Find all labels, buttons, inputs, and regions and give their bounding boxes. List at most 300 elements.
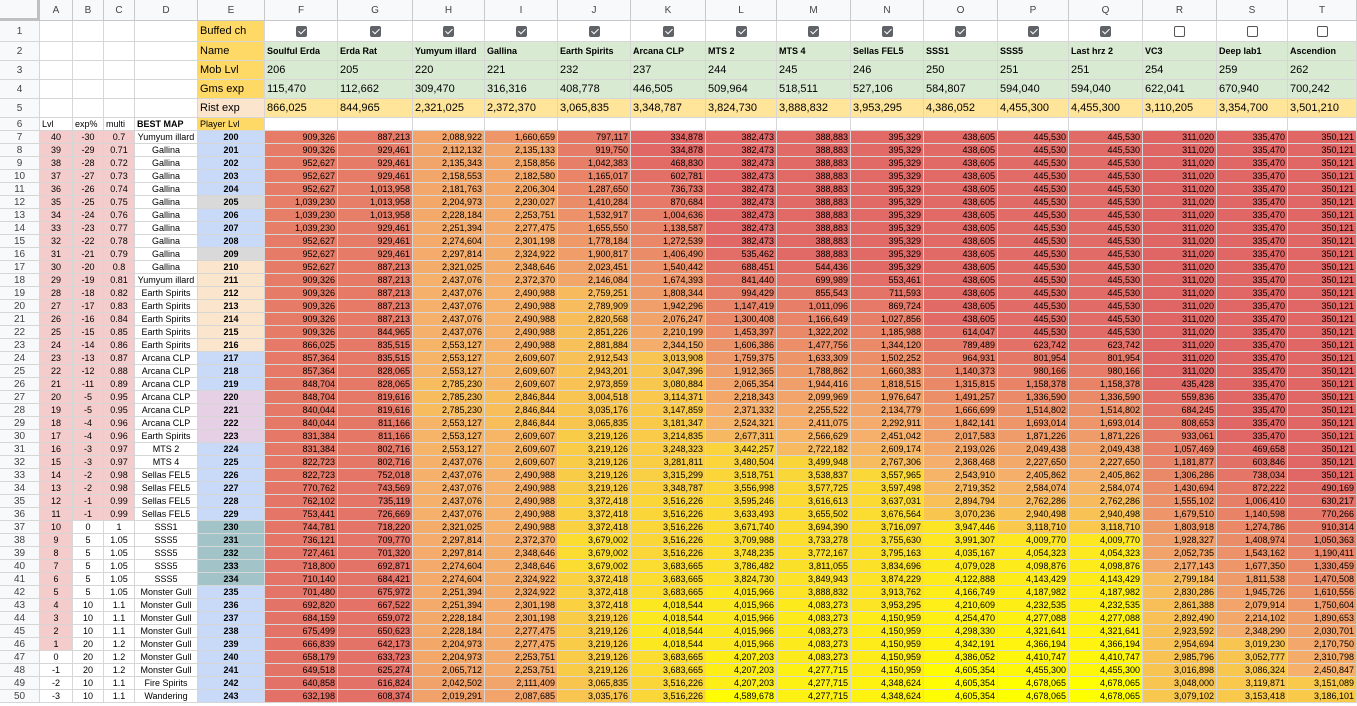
row-number[interactable]: 31 [0,443,40,456]
buffed-checkbox-cell[interactable] [485,21,558,42]
exp-value-cell: 1,408,974 [1217,534,1288,547]
data-row [0,469,1357,482]
exp-value-cell: 3,516,226 [631,534,706,547]
exp-percent-cell: -13 [73,352,104,365]
exp-value-cell: 1,803,918 [1143,521,1217,534]
row-number[interactable]: 16 [0,248,40,261]
exp-value-cell: 2,324,922 [485,248,558,261]
exp-value-cell: 2,079,914 [1217,599,1288,612]
exp-value-cell: 835,515 [338,339,413,352]
row-number[interactable]: 34 [0,482,40,495]
exp-value-cell: 688,451 [706,261,777,274]
exp-value-cell: 3,679,002 [558,560,631,573]
exp-value-cell: 1,502,252 [851,352,924,365]
exp-value-cell: 445,530 [1069,170,1143,183]
lvl-cell: 8 [40,547,73,560]
exp-value-cell: 2,830,286 [1143,586,1217,599]
exp-value-cell: 2,177,143 [1143,560,1217,573]
exp-value-cell: 4,589,678 [706,690,777,703]
mob-level-cell: 221 [485,61,558,80]
exp-value-cell: 4,455,300 [998,664,1069,677]
exp-value-cell: 2,722,182 [777,443,851,456]
row-number[interactable]: 41 [0,573,40,586]
lvl-cell: 40 [40,131,73,144]
exp-value-cell: 335,470 [1217,157,1288,170]
exp-value-cell: 642,173 [338,638,413,651]
exp-value-cell: 388,883 [777,170,851,183]
player-lvl-cell: 239 [198,638,265,651]
buffed-checkbox-cell[interactable] [998,21,1069,42]
mob-level-cell: 206 [265,61,338,80]
column-header-t[interactable]: T [1288,0,1357,21]
checkbox-icon[interactable] [1028,26,1039,37]
exp-value-cell: 887,213 [338,261,413,274]
exp-value-cell: 3,348,787 [631,482,706,495]
exp-value-cell: 4,015,966 [706,625,777,638]
exp-value-cell: 3,748,235 [706,547,777,560]
exp-value-cell: 602,781 [631,170,706,183]
exp-percent-cell: 5 [73,586,104,599]
exp-value-cell: 1,306,286 [1143,469,1217,482]
exp-value-cell: 3,219,126 [558,469,631,482]
exp-value-cell: 855,543 [777,287,851,300]
exp-value-cell: 736,733 [631,183,706,196]
exp-value-cell: 1,928,327 [1143,534,1217,547]
exp-value-cell: 2,954,694 [1143,638,1217,651]
buffed-checkbox-cell[interactable] [1217,21,1288,42]
exp-value-cell: 2,297,814 [413,534,485,547]
exp-value-cell: 311,020 [1143,157,1217,170]
multi-cell: 1 [104,521,135,534]
exp-value-cell: 4,366,194 [998,638,1069,651]
checkbox-icon[interactable] [296,26,307,37]
exp-value-cell: 2,437,076 [413,326,485,339]
column-header-f[interactable]: F [265,0,338,21]
exp-value-cell: 350,121 [1288,261,1357,274]
row-number[interactable]: 17 [0,261,40,274]
exp-value-cell: 2,609,607 [485,352,558,365]
column-header-i[interactable]: I [485,0,558,21]
checkbox-icon[interactable] [882,26,893,37]
exp-value-cell: 2,227,650 [998,456,1069,469]
row-number[interactable]: 30 [0,430,40,443]
exp-percent-cell: 10 [73,599,104,612]
column-header-c[interactable]: C [104,0,135,21]
row-number[interactable]: 6 [0,118,40,131]
exp-value-cell: 4,207,203 [706,677,777,690]
lvl-cell: 4 [40,599,73,612]
exp-value-cell: 382,473 [706,170,777,183]
buffed-checkbox-cell[interactable] [706,21,777,42]
multi-cell: 1.1 [104,612,135,625]
best-map-cell: Sellas FEL5 [135,469,198,482]
exp-value-cell: 2,584,074 [998,482,1069,495]
best-map-cell: Yumyum illard [135,274,198,287]
row-number[interactable]: 10 [0,170,40,183]
exp-value-cell: 692,820 [265,599,338,612]
exp-value-cell: 909,326 [265,144,338,157]
exp-value-cell: 2,321,025 [413,521,485,534]
exp-value-cell: 2,609,607 [485,378,558,391]
row-number[interactable]: 1 [0,21,40,42]
empty-cell [73,42,104,61]
row-number[interactable]: 12 [0,196,40,209]
exp-value-cell: 718,220 [338,521,413,534]
exp-value-cell: 3,913,762 [851,586,924,599]
multi-cell: 0.98 [104,482,135,495]
exp-value-cell: 1,165,017 [558,170,631,183]
exp-value-cell: 2,553,127 [413,417,485,430]
column-header-m[interactable]: M [777,0,851,21]
row-number[interactable]: 39 [0,547,40,560]
multi-cell: 0.83 [104,300,135,313]
exp-percent-cell: 5 [73,573,104,586]
exp-value-cell: 2,301,198 [485,599,558,612]
exp-value-cell: 445,530 [1069,131,1143,144]
row-number[interactable]: 5 [0,99,40,118]
best-map-cell: Yumyum illard [135,131,198,144]
exp-value-cell: 1,912,365 [706,365,777,378]
exp-value-cell: 3,755,630 [851,534,924,547]
column-header-k[interactable]: K [631,0,706,21]
exp-value-cell: 3,516,226 [631,495,706,508]
exp-value-cell: 350,121 [1288,417,1357,430]
column-header-p[interactable]: P [998,0,1069,21]
buffed-checkbox-cell[interactable] [1288,21,1357,42]
exp-value-cell: 2,553,127 [413,430,485,443]
map-name-cell: Erda Rat [338,42,413,61]
exp-value-cell: 3,248,323 [631,443,706,456]
exp-value-cell: 1,543,162 [1217,547,1288,560]
buffed-checkbox-cell[interactable] [413,21,485,42]
exp-value-cell: 2,490,988 [485,521,558,534]
exp-value-cell: 4,321,641 [1069,625,1143,638]
checkbox-icon[interactable] [663,26,674,37]
data-row [0,599,1357,612]
gms-exp-cell: 115,470 [265,80,338,99]
column-header-j[interactable]: J [558,0,631,21]
row-number[interactable]: 20 [0,300,40,313]
buffed-checkbox-cell[interactable] [338,21,413,42]
exp-value-cell: 2,451,042 [851,430,924,443]
lvl-cell: 19 [40,404,73,417]
empty-cell [851,118,924,131]
row-number[interactable]: 9 [0,157,40,170]
row-number[interactable]: 36 [0,508,40,521]
rist-exp-cell: 3,824,730 [706,99,777,118]
exp-value-cell: 2,368,468 [924,456,998,469]
exp-value-cell: 445,530 [998,222,1069,235]
exp-value-cell: 388,883 [777,235,851,248]
checkbox-icon[interactable] [443,26,454,37]
exp-value-cell: 2,348,646 [485,261,558,274]
exp-value-cell: 445,530 [1069,222,1143,235]
checkbox-icon[interactable] [370,26,381,37]
data-row [0,560,1357,573]
row-number[interactable]: 25 [0,365,40,378]
exp-value-cell: 909,326 [265,300,338,313]
column-header-b[interactable]: B [73,0,104,21]
exp-value-cell: 2,088,922 [413,131,485,144]
exp-value-cell: 388,883 [777,222,851,235]
row-number[interactable]: 28 [0,404,40,417]
exp-value-cell: 3,516,226 [631,521,706,534]
checkbox-icon[interactable] [955,26,966,37]
exp-value-cell: 3,679,002 [558,534,631,547]
column-header-l[interactable]: L [706,0,777,21]
exp-value-cell: 468,830 [631,157,706,170]
column-header-r[interactable]: R [1143,0,1217,21]
row-number[interactable]: 29 [0,417,40,430]
checkbox-icon[interactable] [808,26,819,37]
exp-value-cell: 382,473 [706,235,777,248]
exp-value-cell: 692,871 [338,560,413,573]
exp-value-cell: 1,666,699 [924,404,998,417]
exp-value-cell: 1,945,726 [1217,586,1288,599]
row-number[interactable]: 44 [0,612,40,625]
exp-value-cell: 808,653 [1143,417,1217,430]
lvl-cell: 29 [40,274,73,287]
exp-value-cell: 3,694,390 [777,521,851,534]
exp-value-cell: 4,386,052 [924,651,998,664]
exp-value-cell: 3,683,665 [631,651,706,664]
checkbox-icon[interactable] [736,26,747,37]
row-number[interactable]: 50 [0,690,40,703]
multi-cell: 0.7 [104,131,135,144]
checkbox-icon[interactable] [1100,26,1111,37]
row-number[interactable]: 38 [0,534,40,547]
exp-value-cell: 1,660,383 [851,365,924,378]
column-header-h[interactable]: H [413,0,485,21]
row-number[interactable]: 40 [0,560,40,573]
column-header-q[interactable]: Q [1069,0,1143,21]
exp-value-cell: 848,704 [265,391,338,404]
row-number[interactable]: 43 [0,599,40,612]
exp-value-cell: 350,121 [1288,222,1357,235]
lvl-cell: 5 [40,586,73,599]
best-map-cell: Gallina [135,144,198,157]
exp-value-cell: 2,065,354 [706,378,777,391]
player-lvl-cell: 231 [198,534,265,547]
data-row [0,313,1357,326]
row-number[interactable]: 47 [0,651,40,664]
exp-value-cell: 335,470 [1217,430,1288,443]
exp-value-cell: 2,861,388 [1143,599,1217,612]
exp-value-cell: 952,627 [265,170,338,183]
multi-cell: 1.05 [104,573,135,586]
best-map-cell: Fire Spirits [135,677,198,690]
exp-value-cell: 350,121 [1288,430,1357,443]
player-lvl-cell: 232 [198,547,265,560]
buffed-checkbox-cell[interactable] [1069,21,1143,42]
best-map-cell: Gallina [135,248,198,261]
column-header-s[interactable]: S [1217,0,1288,21]
exp-value-cell: 3,004,518 [558,391,631,404]
exp-value-cell: 1,514,802 [998,404,1069,417]
exp-percent-cell: -19 [73,274,104,287]
exp-value-cell: 3,151,089 [1288,677,1357,690]
row-number[interactable]: 21 [0,313,40,326]
rist-exp-cell: 2,321,025 [413,99,485,118]
column-header-e[interactable]: E [198,0,265,21]
row-number[interactable]: 35 [0,495,40,508]
row-number[interactable]: 7 [0,131,40,144]
buffed-checkbox-cell[interactable] [924,21,998,42]
player-lvl-cell: 223 [198,430,265,443]
buffed-checkbox-cell[interactable] [265,21,338,42]
exp-value-cell: 438,605 [924,261,998,274]
row-number[interactable]: 3 [0,61,40,80]
exp-value-cell: 3,219,126 [558,638,631,651]
buffed-checkbox-cell[interactable] [631,21,706,42]
exp-value-cell: 2,985,796 [1143,651,1217,664]
map-name-cell: Arcana CLP [631,42,706,61]
exp-value-cell: 828,065 [338,365,413,378]
checkbox-icon[interactable] [1247,26,1258,37]
row-number[interactable]: 37 [0,521,40,534]
exp-value-cell: 952,627 [265,157,338,170]
select-all-corner[interactable] [0,0,40,21]
row-number[interactable]: 27 [0,391,40,404]
exp-value-cell: 3,834,696 [851,560,924,573]
exp-value-cell: 2,158,553 [413,170,485,183]
exp-value-cell: 840,044 [265,417,338,430]
exp-value-cell: 3,516,226 [631,547,706,560]
row-number[interactable]: 49 [0,677,40,690]
player-lvl-cell: 204 [198,183,265,196]
exp-value-cell: 2,230,027 [485,196,558,209]
player-lvl-cell: 235 [198,586,265,599]
row-number[interactable]: 22 [0,326,40,339]
row-number[interactable]: 45 [0,625,40,638]
exp-value-cell: 811,166 [338,417,413,430]
lvl-cell: -1 [40,664,73,677]
column-header-a[interactable]: A [40,0,73,21]
multi-cell: 1.05 [104,560,135,573]
exp-value-cell: 3,219,126 [558,430,631,443]
checkbox-icon[interactable] [1174,26,1185,37]
exp-value-cell: 1,693,014 [1069,417,1143,430]
lvl-cell: 16 [40,443,73,456]
row-number[interactable]: 32 [0,456,40,469]
exp-percent-cell: -5 [73,404,104,417]
exp-value-cell: 388,883 [777,196,851,209]
buffed-checkbox-cell[interactable] [777,21,851,42]
row-number[interactable]: 11 [0,183,40,196]
rist-exp-cell: 3,065,835 [558,99,631,118]
row-number[interactable]: 13 [0,209,40,222]
exp-value-cell: 980,166 [998,365,1069,378]
buffed-checkbox-cell[interactable] [558,21,631,42]
exp-percent-cell: -27 [73,170,104,183]
checkbox-icon[interactable] [516,26,527,37]
row-number[interactable]: 23 [0,339,40,352]
row-number[interactable]: 24 [0,352,40,365]
exp-value-cell: 311,020 [1143,365,1217,378]
row-number[interactable]: 18 [0,274,40,287]
player-lvl-cell: 213 [198,300,265,313]
gms-exp-cell: 316,316 [485,80,558,99]
map-name-cell: VC3 [1143,42,1217,61]
row-number[interactable]: 46 [0,638,40,651]
exp-percent-cell: 20 [73,651,104,664]
exp-value-cell: 2,049,438 [998,443,1069,456]
exp-value-cell: 4,018,544 [631,638,706,651]
map-name-cell: MTS 2 [706,42,777,61]
column-header-d[interactable]: D [135,0,198,21]
row-number[interactable]: 14 [0,222,40,235]
gms-exp-cell: 509,964 [706,80,777,99]
multi-cell: 0.72 [104,157,135,170]
row-number[interactable]: 2 [0,42,40,61]
exp-value-cell: 2,274,604 [413,235,485,248]
exp-value-cell: 1,140,598 [1217,508,1288,521]
exp-value-cell: 919,750 [558,144,631,157]
mob-level-cell: 244 [706,61,777,80]
exp-value-cell: 2,019,291 [413,690,485,703]
row-number[interactable]: 15 [0,235,40,248]
exp-value-cell: 1,013,958 [338,209,413,222]
row-number[interactable]: 4 [0,80,40,99]
data-row [0,664,1357,677]
column-header-g[interactable]: G [338,0,413,21]
exp-value-cell: 2,297,814 [413,248,485,261]
buffed-checkbox-cell[interactable] [851,21,924,42]
row-number[interactable]: 48 [0,664,40,677]
exp-value-cell: 2,251,394 [413,599,485,612]
exp-value-cell: 350,121 [1288,326,1357,339]
exp-value-cell: 835,515 [338,352,413,365]
exp-value-cell: 3,655,502 [777,508,851,521]
exp-value-cell: 3,824,730 [706,573,777,586]
checkbox-icon[interactable] [589,26,600,37]
multi-cell: 0.78 [104,235,135,248]
map-name-cell: Sellas FEL5 [851,42,924,61]
exp-value-cell: 3,181,347 [631,417,706,430]
exp-value-cell: 709,770 [338,534,413,547]
data-row [0,430,1357,443]
checkbox-icon[interactable] [1317,26,1328,37]
row-number[interactable]: 26 [0,378,40,391]
exp-value-cell: 4,009,770 [1069,534,1143,547]
multi-cell: 0.85 [104,326,135,339]
row-number[interactable]: 42 [0,586,40,599]
row-number[interactable]: 33 [0,469,40,482]
exp-value-cell: 4,018,544 [631,625,706,638]
exp-value-cell: 625,274 [338,664,413,677]
exp-value-cell: 382,473 [706,209,777,222]
exp-value-cell: 929,461 [338,235,413,248]
exp-percent-cell: -4 [73,430,104,443]
exp-value-cell: 3,153,418 [1217,690,1288,703]
exp-value-cell: 811,166 [338,430,413,443]
column-header-o[interactable]: O [924,0,998,21]
exp-value-cell: 1,004,636 [631,209,706,222]
header-row-3 [0,61,1357,80]
exp-value-cell: 2,301,198 [485,612,558,625]
row-number[interactable]: 8 [0,144,40,157]
exp-percent-cell: -23 [73,222,104,235]
exp-value-cell: 887,213 [338,131,413,144]
player-lvl-cell: 225 [198,456,265,469]
row-label-mob_lvl: Mob Lvl [198,61,265,80]
exp-value-cell: 2,719,352 [924,482,998,495]
exp-value-cell: 438,605 [924,144,998,157]
row-number[interactable]: 19 [0,287,40,300]
column-header-n[interactable]: N [851,0,924,21]
exp-value-cell: 1,477,756 [777,339,851,352]
buffed-checkbox-cell[interactable] [1143,21,1217,42]
